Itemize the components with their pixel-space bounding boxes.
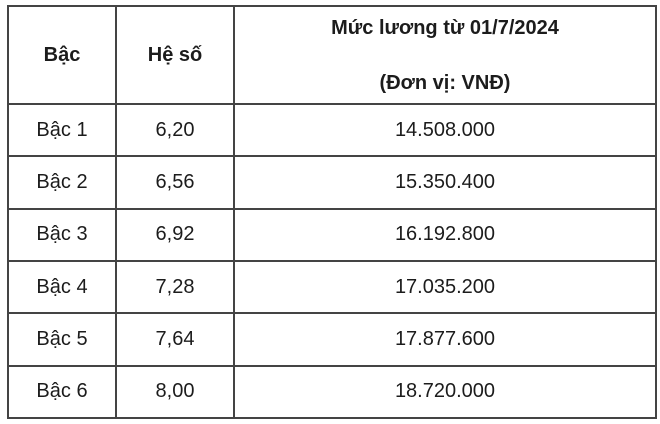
table-row [8, 156, 656, 208]
coefficient-cell: 6,92 [116, 209, 234, 261]
level-cell: Bậc 5 [8, 313, 116, 365]
coefficient-cell: 7,64 [116, 313, 234, 365]
table-header-row [8, 6, 656, 104]
salary-cell: 16.192.800 [234, 209, 656, 261]
salary-cell: 17.035.200 [234, 261, 656, 313]
column-header-salary [234, 6, 656, 104]
column-header-level: Bậc [8, 6, 116, 104]
salary-cell: 15.350.400 [234, 156, 656, 208]
salary-header-title: Mức lương từ 01/7/2024 [331, 16, 559, 39]
salary-header-unit: (Đơn vị: VNĐ) [379, 71, 511, 94]
coefficient-cell: 6,56 [116, 156, 234, 208]
table-row [8, 366, 656, 418]
level-cell: Bậc 2 [8, 156, 116, 208]
level-cell: Bậc 1 [8, 104, 116, 156]
coefficient-cell: 8,00 [116, 366, 234, 418]
salary-cell: 18.720.000 [234, 366, 656, 418]
column-header-coefficient: Hệ số [116, 6, 234, 104]
level-cell: Bậc 4 [8, 261, 116, 313]
table-row [8, 313, 656, 365]
table-row [8, 209, 656, 261]
table-row [8, 261, 656, 313]
coefficient-cell: 7,28 [116, 261, 234, 313]
salary-table [7, 5, 657, 419]
level-cell: Bậc 3 [8, 209, 116, 261]
level-cell: Bậc 6 [8, 366, 116, 418]
coefficient-cell: 6,20 [116, 104, 234, 156]
salary-cell: 17.877.600 [234, 313, 656, 365]
salary-cell: 14.508.000 [234, 104, 656, 156]
table-row [8, 104, 656, 156]
